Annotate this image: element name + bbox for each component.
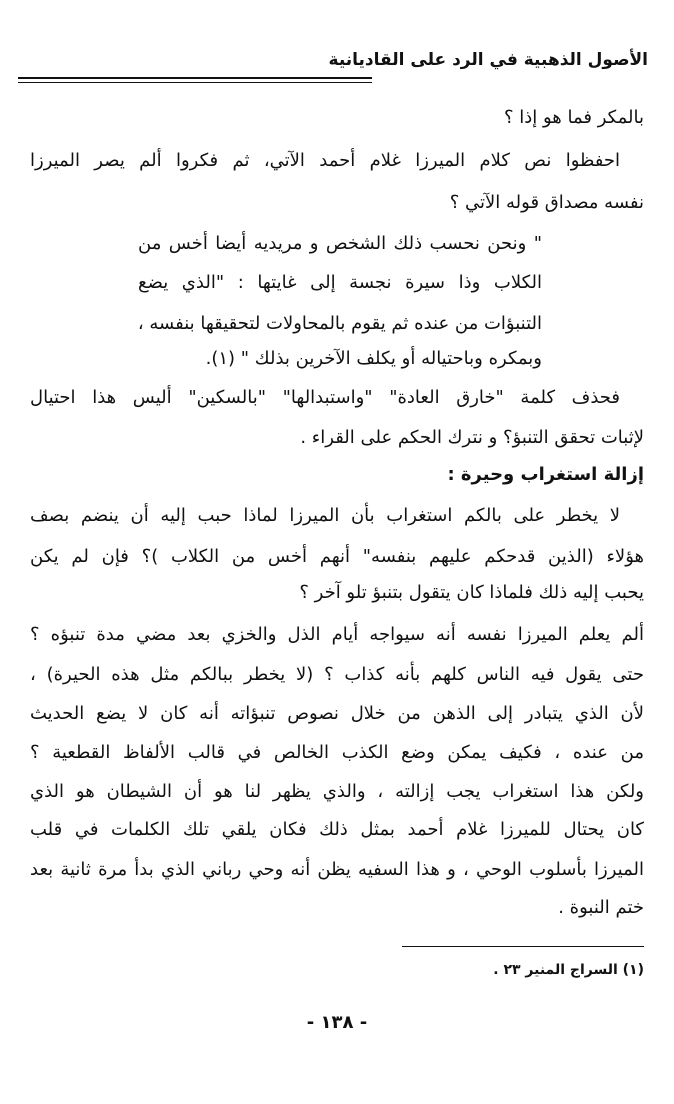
body-line: لأن الذي يتبادر إلى الذهن من خلال نصوص تنبؤاته أنه كان لا يضع الحديث [30,703,644,724]
body-line: بالمكر فما هو إذا ؟ [503,107,644,128]
body-line: كان يحتال للميرزا غلام أحمد بمثل ذلك فكان يلقي تلك الكلمات في قلب [30,819,644,840]
body-line: الميرزا بأسلوب الوحي ، و هذا السفيه يظن أنه وحي رباني الذي بدأ مرة ثانية بعد [30,859,644,880]
page-number: - ١٣٨ - [306,1012,368,1033]
body-line: من عنده ، فكيف يمكن وضع الكذب الخالص في قالب الألفاظ القطعية ؟ [30,742,644,763]
quote-line: " ونحن نحسب ذلك الشخص و مريديه أيضا أخس من [138,233,542,254]
footnote: (١) السراج المنير ٢٣ . [493,962,644,978]
body-line: ألم يعلم الميرزا نفسه أنه سيواجه أيام الذل والخزي بعد مضي مدة تنبؤه ؟ [30,624,644,645]
page-header-title: الأصول الذهبية في الرد على القاديانية [328,50,648,70]
header-rule-thick [18,77,372,79]
body-line: حتى يقول فيه الناس كلهم بأنه كذاب ؟ (لا يخطر ببالكم مثل هذه الحيرة) ، [30,664,644,685]
header-rule-thin [18,82,372,83]
body-line: احفظوا نص كلام الميرزا غلام أحمد الآتي، ثم فكروا ألم يصر الميرزا [30,150,620,171]
quote-line: وبمكره وباحتياله أو يكلف الآخرين بذلك " (١). [205,348,542,369]
body-line: هؤلاء (الذين قدحكم عليهم بنفسه" أنهم أخس من الكلاب )؟ فإن لم يكن [30,546,644,567]
quote-line: الكلاب وذا سيرة نجسة إلى غايتها : "الذي يضع [138,272,542,293]
body-line: لإثبات تحقق التنبؤ؟ و نترك الحكم على القراء . [300,427,644,448]
section-heading: إزالة استغراب وحيرة : [447,464,644,485]
body-line: نفسه مصداق قوله الآتي ؟ [449,192,644,213]
footnote-rule [402,946,644,947]
quote-line: التنبؤات من عنده ثم يقوم بالمحاولات لتحقيقها بنفسه ، [137,313,542,334]
body-line: لا يخطر على بالكم استغراب بأن الميرزا لماذا حبب إليه أن ينضم بصف [30,505,620,526]
body-line: فحذف كلمة "خارق العادة" "واستبدالها" "بالسكين" أليس هذا احتيال [30,387,620,408]
body-line: يحبب إليه ذلك فلماذا كان يتقول بتنبؤ تلو آخر ؟ [299,582,644,603]
body-line: ولكن هذا استغراب يجب إزالته ، والذي يظهر لنا هو أن الشيطان هو الذي [30,781,644,802]
body-line: ختم النبوة . [558,897,644,918]
